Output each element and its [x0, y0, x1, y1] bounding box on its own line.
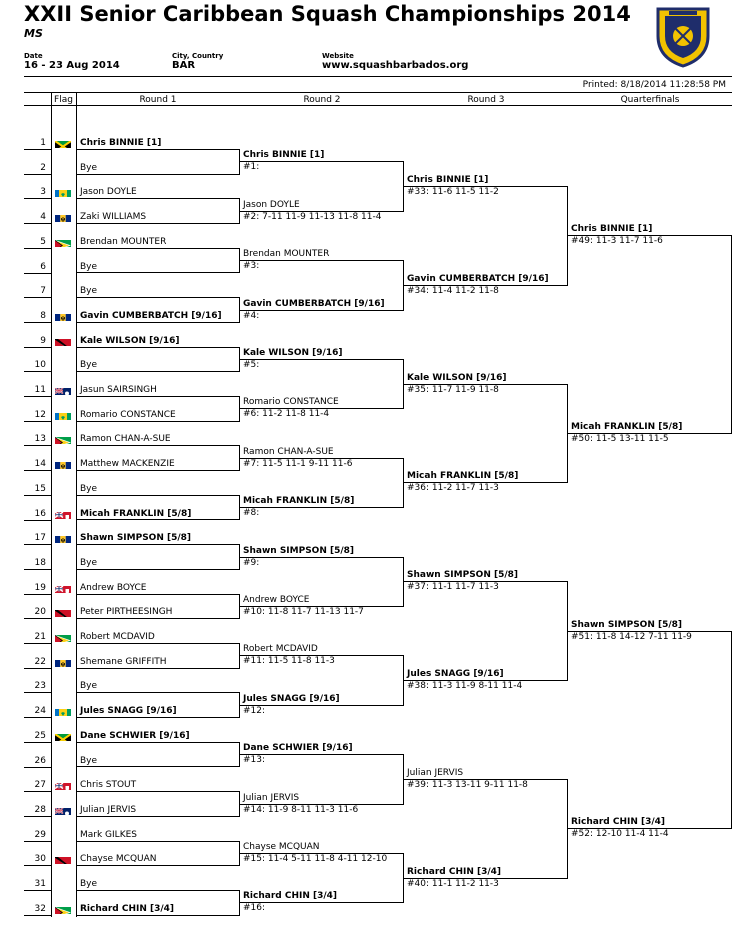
player-name[interactable]: Bye	[80, 261, 98, 272]
player-name[interactable]: Dane SCHWIER [9/16]	[80, 730, 190, 741]
barbados-flag-icon	[55, 532, 71, 543]
draw-position-number: 23	[34, 681, 46, 692]
barbados-flag-icon	[55, 458, 71, 469]
draw-line	[24, 791, 51, 792]
guyana-flag-icon	[55, 236, 71, 247]
guyana-flag-icon	[55, 903, 71, 914]
draw-line	[24, 717, 51, 718]
draw-line	[24, 174, 51, 175]
winner-name[interactable]: Kale WILSON [9/16]	[243, 347, 343, 358]
bermuda-flag-icon	[55, 779, 71, 790]
player-name[interactable]: Brendan MOUNTER	[80, 236, 167, 247]
draw-position-number: 1	[40, 138, 46, 148]
draw-position-number: 28	[34, 804, 46, 815]
draw-line	[24, 643, 51, 644]
draw-line	[24, 273, 51, 274]
bracket-connector	[404, 779, 568, 879]
winner-name[interactable]: Brendan MOUNTER	[243, 249, 330, 260]
draw-position-number: 17	[34, 533, 46, 544]
player-name[interactable]: Gavin CUMBERBATCH [9/16]	[80, 310, 222, 321]
draw-position-number: 14	[34, 459, 46, 470]
city-value: BAR	[172, 60, 196, 71]
winner-name[interactable]: Jason DOYLE	[243, 199, 300, 210]
winner-name[interactable]: Gavin CUMBERBATCH [9/16]	[407, 273, 549, 284]
bracket-connector	[240, 853, 404, 903]
association-logo	[655, 6, 711, 68]
player-name[interactable]: Jules SNAGG [9/16]	[80, 706, 177, 717]
bracket-connector	[240, 557, 404, 607]
draw-line	[24, 618, 51, 619]
winner-name[interactable]: Micah FRANKLIN [5/8]	[407, 471, 519, 482]
draw-position-number: 6	[40, 261, 46, 272]
page-title: XXII Senior Caribbean Squash Championships 2014	[24, 2, 631, 26]
draw-position-number: 30	[34, 854, 46, 865]
player-name[interactable]: Bye	[80, 557, 98, 568]
trinidad-flag-icon	[55, 853, 71, 864]
winner-name[interactable]: Romario CONSTANCE	[243, 397, 339, 408]
winner-name[interactable]: Chris BINNIE [1]	[243, 150, 325, 161]
bracket-connector	[240, 359, 404, 409]
draw-line	[24, 347, 51, 348]
draw-line	[24, 371, 51, 372]
table-top-rule	[24, 92, 732, 93]
match-score: #14: 11-9 8-11 11-3 11-6	[243, 804, 359, 815]
website-link[interactable]: www.squashbarbados.org	[322, 60, 469, 71]
player-name[interactable]: Bye	[80, 162, 98, 173]
trinidad-flag-icon	[55, 335, 71, 346]
draw-position-number: 32	[34, 903, 46, 914]
draw-line	[24, 841, 51, 842]
draw-position-number: 20	[34, 607, 46, 618]
draw-position-number: 18	[34, 557, 46, 568]
match-score: #7: 11-5 11-1 9-11 11-6	[243, 458, 353, 469]
player-name[interactable]: Shemane GRIFFITH	[80, 656, 167, 667]
draw-line	[24, 223, 51, 224]
draw-line	[24, 692, 51, 693]
draw-position-number: 8	[40, 310, 46, 321]
bracket-connector	[76, 692, 240, 718]
match-score: #4:	[243, 310, 260, 321]
draw-line	[24, 248, 51, 249]
draw-position-number: 13	[34, 434, 46, 445]
draw-line	[24, 865, 51, 866]
draw-position-number: 22	[34, 656, 46, 667]
draw-line	[24, 816, 51, 817]
barbados-flag-icon	[55, 656, 71, 667]
bracket-connector	[76, 248, 240, 274]
player-name[interactable]: Peter PIRTHEESINGH	[80, 607, 173, 618]
bracket-connector	[404, 581, 568, 681]
winner-name[interactable]: Robert MCDAVID	[243, 644, 318, 655]
draw-position-number: 9	[40, 335, 46, 346]
st-vincent-flag-icon	[55, 186, 71, 197]
date-label: Date	[24, 52, 43, 60]
bracket-connector	[240, 754, 404, 804]
match-score: #3:	[243, 261, 260, 272]
winner-name[interactable]: Shawn SIMPSON [5/8]	[407, 570, 519, 581]
player-name[interactable]: Andrew BOYCE	[80, 582, 147, 593]
draw-position-number: 15	[34, 483, 46, 494]
player-name[interactable]: Bye	[80, 755, 98, 766]
winner-name[interactable]: Micah FRANKLIN [5/8]	[243, 496, 355, 507]
player-name[interactable]: Bye	[80, 360, 98, 371]
draw-position-number: 19	[34, 582, 46, 593]
player-name[interactable]: Chayse MCQUAN	[80, 854, 157, 865]
draw-line	[24, 297, 51, 298]
draw-position-number: 2	[40, 162, 46, 173]
match-score: #37: 11-1 11-7 11-3	[407, 582, 499, 593]
event-subtitle: MS	[24, 27, 43, 40]
player-name[interactable]: Bye	[80, 483, 98, 494]
match-score: #9:	[243, 557, 260, 568]
match-score: #39: 11-3 13-11 9-11 11-8	[407, 779, 528, 790]
player-name[interactable]: Chris STOUT	[80, 780, 137, 791]
bracket-connector	[240, 655, 404, 705]
draw-line	[24, 544, 51, 545]
bracket-connector	[76, 347, 240, 373]
winner-name[interactable]: Jules SNAGG [9/16]	[243, 693, 340, 704]
draw-position-number: 4	[40, 212, 46, 223]
match-score: #36: 11-2 11-7 11-3	[407, 483, 499, 494]
bracket-connector	[76, 149, 240, 175]
draw-position-number: 16	[34, 508, 46, 519]
player-name[interactable]: Kale WILSON [9/16]	[80, 335, 180, 346]
winner-name[interactable]: Kale WILSON [9/16]	[407, 372, 507, 383]
winner-name[interactable]: Jules SNAGG [9/16]	[407, 669, 504, 680]
draw-position-number: 31	[34, 879, 46, 889]
draw-position-number: 3	[40, 187, 46, 198]
bracket-connector	[76, 544, 240, 570]
match-score: #15: 11-4 5-11 11-8 4-11 12-10	[243, 853, 388, 864]
draw-position-number: 5	[40, 236, 46, 247]
match-score: #5:	[243, 359, 260, 370]
winner-name[interactable]: Gavin CUMBERBATCH [9/16]	[243, 298, 385, 309]
winner-name[interactable]: Richard CHIN [3/4]	[243, 891, 338, 902]
winner-name[interactable]: Andrew BOYCE	[243, 594, 310, 605]
match-score: #10: 11-8 11-7 11-13 11-7	[243, 606, 364, 617]
player-name[interactable]: Micah FRANKLIN [5/8]	[80, 508, 192, 519]
draw-line	[24, 890, 51, 891]
match-score: #16:	[243, 903, 266, 914]
winner-name[interactable]: Richard CHIN [3/4]	[407, 866, 502, 877]
winner-name[interactable]: Shawn SIMPSON [5/8]	[571, 619, 683, 630]
bracket-connector	[76, 198, 240, 224]
winner-name[interactable]: Shawn SIMPSON [5/8]	[243, 545, 355, 556]
draw-line	[24, 520, 51, 521]
match-score: #33: 11-6 11-5 11-2	[407, 187, 499, 198]
city-label: City, Country	[172, 52, 224, 60]
jamaica-flag-icon	[55, 137, 71, 148]
draw-line	[24, 915, 51, 916]
cayman-flag-icon	[55, 804, 71, 815]
column-header-round1: Round 1	[139, 95, 177, 105]
winner-name[interactable]: Chris BINNIE [1]	[571, 224, 653, 235]
player-name[interactable]: Mark GILKES	[80, 829, 137, 840]
match-score: #12:	[243, 705, 266, 716]
bermuda-flag-icon	[55, 508, 71, 519]
bracket-connector	[404, 384, 568, 484]
match-score: #34: 11-4 11-2 11-8	[407, 285, 499, 296]
winner-name[interactable]: Chris BINNIE [1]	[407, 175, 489, 186]
cayman-flag-icon	[55, 384, 71, 395]
winner-name[interactable]: Chayse MCQUAN	[243, 841, 320, 852]
bracket-connector	[76, 495, 240, 521]
match-score: #1:	[243, 162, 260, 173]
player-name[interactable]: Robert MCDAVID	[80, 632, 155, 642]
draw-line	[24, 569, 51, 570]
winner-name[interactable]: Ramon CHAN-A-SUE	[243, 446, 334, 457]
draw-position-number: 29	[34, 829, 46, 840]
bracket-connector	[568, 235, 732, 434]
winner-name[interactable]: Richard CHIN [3/4]	[571, 817, 666, 828]
draw-position-number: 10	[34, 360, 46, 371]
player-name[interactable]: Jason DOYLE	[80, 187, 137, 198]
st-vincent-flag-icon	[55, 705, 71, 716]
draw-line	[24, 668, 51, 669]
draw-line	[24, 742, 51, 743]
match-score: #13:	[243, 755, 266, 766]
winner-name[interactable]: Julian JERVIS	[243, 792, 300, 803]
bracket-connector	[76, 742, 240, 768]
bracket-connector	[404, 186, 568, 286]
draw-line	[24, 198, 51, 199]
table-header-rule	[24, 105, 732, 106]
draw-position-number: 26	[34, 755, 46, 766]
winner-name[interactable]: Micah FRANKLIN [5/8]	[571, 422, 683, 433]
draw-line	[24, 149, 51, 150]
match-score: #40: 11-1 11-2 11-3	[407, 878, 499, 889]
bracket-connector	[76, 841, 240, 867]
trinidad-flag-icon	[55, 606, 71, 617]
bracket-connector	[76, 643, 240, 669]
player-name[interactable]: Bye	[80, 681, 98, 692]
match-score: #11: 11-5 11-8 11-3	[243, 656, 335, 667]
draw-line	[24, 445, 51, 446]
bracket-connector	[76, 890, 240, 916]
draw-line	[24, 396, 51, 397]
match-score: #49: 11-3 11-7 11-6	[571, 236, 663, 247]
match-score: #6: 11-2 11-8 11-4	[243, 409, 330, 420]
st-vincent-flag-icon	[55, 409, 71, 420]
draw-position-number: 12	[34, 409, 46, 420]
player-name[interactable]: Bye	[80, 879, 98, 889]
player-name[interactable]: Julian JERVIS	[80, 804, 137, 815]
column-header-round2: Round 2	[303, 95, 341, 105]
match-score: #2: 7-11 11-9 11-13 11-8 11-4	[243, 211, 382, 222]
draw-position-number: 21	[34, 632, 46, 642]
column-header-round3: Round 3	[467, 95, 505, 105]
column-header-quarterfinals: Quarterfinals	[620, 95, 680, 105]
bermuda-flag-icon	[55, 582, 71, 593]
barbados-flag-icon	[55, 211, 71, 222]
barbados-flag-icon	[55, 310, 71, 321]
bracket-connector	[76, 594, 240, 620]
draw-line	[24, 594, 51, 595]
player-name[interactable]: Bye	[80, 286, 98, 297]
bracket-connector	[76, 791, 240, 817]
date-value: 16 - 23 Aug 2014	[24, 60, 120, 71]
match-score: #52: 12-10 11-4 11-4	[571, 829, 669, 840]
match-score: #35: 11-7 11-9 11-8	[407, 384, 499, 395]
draw-line	[24, 767, 51, 768]
bracket-connector	[76, 297, 240, 323]
jamaica-flag-icon	[55, 730, 71, 741]
draw-position-number: 27	[34, 780, 46, 791]
bracket-connector	[240, 260, 404, 310]
player-name[interactable]: Chris BINNIE [1]	[80, 138, 162, 148]
player-name[interactable]: Shawn SIMPSON [5/8]	[80, 533, 192, 544]
draw-position-number: 24	[34, 706, 46, 717]
match-score: #51: 11-8 14-12 7-11 11-9	[571, 631, 692, 642]
flag-column-divider-left	[51, 92, 52, 917]
bracket-connector	[240, 161, 404, 211]
bracket-connector	[240, 458, 404, 508]
draw-line	[24, 421, 51, 422]
draw-line	[24, 495, 51, 496]
match-score: #8:	[243, 508, 260, 519]
column-header-flag: Flag	[54, 95, 73, 105]
draw-position-number: 25	[34, 730, 46, 741]
website-label: Website	[322, 52, 354, 60]
draw-line	[24, 470, 51, 471]
guyana-flag-icon	[55, 631, 71, 642]
winner-name[interactable]: Dane SCHWIER [9/16]	[243, 743, 353, 754]
player-name[interactable]: Ramon CHAN-A-SUE	[80, 434, 171, 445]
winner-name[interactable]: Julian JERVIS	[407, 767, 464, 778]
player-name[interactable]: Zaki WILLIAMS	[80, 212, 147, 223]
bracket-connector	[568, 631, 732, 830]
draw-position-number: 7	[40, 286, 46, 297]
printed-timestamp: Printed: 8/18/2014 11:28:58 PM	[582, 80, 726, 90]
match-score: #50: 11-5 13-11 11-5	[571, 434, 669, 445]
player-name[interactable]: Richard CHIN [3/4]	[80, 903, 175, 914]
match-score: #38: 11-3 11-9 8-11 11-4	[407, 681, 523, 692]
bracket-connector	[76, 445, 240, 471]
player-name[interactable]: Jasun SAIRSINGH	[80, 385, 157, 395]
player-name[interactable]: Romario CONSTANCE	[80, 409, 176, 420]
guyana-flag-icon	[55, 433, 71, 444]
player-name[interactable]: Matthew MACKENZIE	[80, 459, 175, 470]
bracket-connector	[76, 396, 240, 422]
draw-position-number: 11	[34, 385, 46, 395]
draw-line	[24, 322, 51, 323]
header-divider	[24, 76, 732, 77]
